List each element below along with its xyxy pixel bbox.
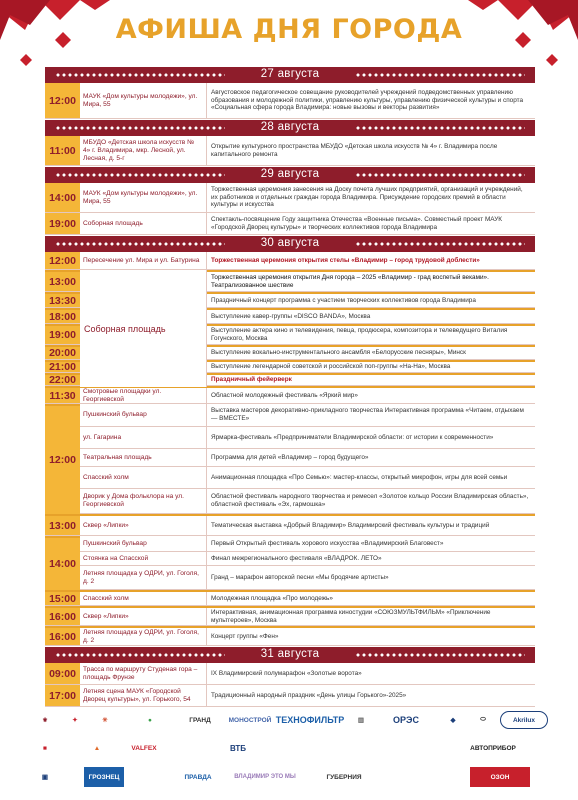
sponsor-pravda: ПРАВДА <box>184 773 212 781</box>
schedule-row: 11:30 Смотровые площадки ул. Георгиевской Областной молодежный фестиваль «Яркий мир» <box>45 386 535 404</box>
schedule-row: Летняя площадка у ОДРИ, ул. Гоголя, д. 2 Гранд – марафон авторской песни «Мы бродячие артисты» <box>80 566 535 590</box>
sponsor-akrilux: Akrilux <box>500 711 548 729</box>
red-logo: ■ <box>43 744 47 752</box>
schedule-row: 09:00 Трасса по маршруту Студеная гора – площадь Фрунзе IX Владимирский полумарафон «Золотые ворота» <box>45 663 535 685</box>
schedule-row: 14:00 МАУК «Дом культуры молодежи», ул. Мира, 55 Торжественная церемония занесения на Доску почета лучших предприятий, организаций и учреждений, их работников и отдельных граждан города Владимира. Присуждение городских премий в области культуры и искусства <box>45 183 535 213</box>
day-header: 31 августа <box>45 647 535 663</box>
green-logo: ● <box>148 716 152 724</box>
windmill-logo: ✳ <box>102 717 108 724</box>
schedule-row: Спасский холм Анимационная площадка «Про Семью»: мастер-классы, открытый микрофон, игры для всей семьи <box>80 467 535 489</box>
day-header: 28 августа <box>45 120 535 136</box>
sponsor-avtopribor: АВТОПРИБОР <box>470 744 516 752</box>
orange-logo: ▲ <box>93 744 101 752</box>
schedule-row: 13:30 Праздничный концерт программа с участием творческих коллективов города Владимира <box>45 292 535 308</box>
schedule-row: 13:00 Сквер «Липки» Тематическая выставка «Добрый Владимир» Владимирский фестиваль культуры и традиций <box>45 514 535 536</box>
schedule-row: 13:00 Торжественная церемония открытия Дня города – 2025 «Владимир - град воспетый веками». Театрализованное шествие <box>45 270 535 292</box>
schedule-row: Театральная площадь Программа для детей «Владимир – город будущего» <box>80 449 535 467</box>
building-logo: ▥ <box>357 717 365 724</box>
schedule-row: 19:00 Соборная площадь Спектакль-посвящение Году защитника Отечества «Военные письма». Совместный проект МАУК «Городской Дворец культуры» и творческих коллективов города Владимира <box>45 213 535 235</box>
schedule-row: 17:00 Летняя сцена МАУК «Городской Дворец культуры», ул. Горького, 54 Традиционный народный праздник «День улицы Горького»-2025» <box>45 685 535 707</box>
schedule-row: 11:00 МБУДО «Детская школа искусств № 4» г. Владимира, мкр. Лесной, ул. Лесная, д. 5-г Открытие культурного пространства МБУДО «Детская школа искусств № 4» г. Владимира после капитального ремонта <box>45 136 535 166</box>
schedule-row: Дворик у Дома фольклора на ул. Георгиевской Областной фестиваль народного творчества и ремесел «Золотое кольцо России Владимирская область», областной фестиваль «Эх, гармошка» <box>80 489 535 514</box>
badge-logo: ◆ <box>450 717 456 724</box>
sponsor-vladimir-eto-my: ВЛАДИМИР ЭТО МЫ <box>234 774 296 780</box>
schedule-row: Пушкинский бульвар Выставка мастеров декоративно-прикладного творчества Интерактивная программа «Читаем, отдыхаем — ВМЕСТЕ» <box>80 404 535 427</box>
schedule-row: 21:00 Выступление легендарной советской и российской поп-группы «На-На», Москва <box>45 360 535 373</box>
schedule-row: 16:00 Летняя площадка у ОДРИ, ул. Гоголя, д. 2 Концерт группы «Фен» <box>45 626 535 646</box>
day-header: 29 августа <box>45 167 535 183</box>
schedule-table <box>45 66 535 707</box>
sponsor-technofilter: ТЕХНОФИЛЬТР <box>275 715 345 725</box>
schedule-row: 12:00 Пересечение ул. Мира и ул. Батурина Торжественная церемония открытия стелы «Владимир – город трудовой доблести» <box>45 252 535 270</box>
noon-block: 12:00 Пушкинский бульвар Выставка мастеров декоративно-прикладного творчества Интерактивная программа «Читаем, отдыхаем — ВМЕСТЕ» ул. Гагарина Ярмарка-фестиваль «Предприниматели Владимирской области: от истории к современности» Театральная площадь Программа для детей «Владимир – город будущего» Спасский холм Анимационная площадка «Про Семью»: мастер-классы, открытый микрофон, игры для всей семьи Дворик у Дома фольклора на ул. Георгиевской Областной фестиваль народного творчества и ремесел «Золотое кольцо России Владимирская область», областной фестиваль «Эх, гармошка» <box>45 404 535 514</box>
sponsor-logos <box>30 705 550 795</box>
schedule-row: Стоянка на Спасской Финал межрегионального фестиваля «ВЛАДРОК. ЛЕТО» <box>80 552 535 566</box>
schedule-row: Пушкинский бульвар Первый Открытый фестиваль хорового искусства «Владимирский Благовест» <box>80 536 535 552</box>
oval-logo: ⬭ <box>480 716 486 723</box>
schedule-row: ул. Гагарина Ярмарка-фестиваль «Предприниматели Владимирской области: от истории к современности» <box>80 427 535 449</box>
day-header: 30 августа <box>45 236 535 252</box>
sponsor-groznets: ГРОЗНЕЦ <box>84 767 124 787</box>
sponsor-guberniya: ГУБЕРНИЯ <box>326 773 362 781</box>
schedule-row: 18:00 Выступление кавер-группы «DISCO BANDA», Москва <box>45 308 535 324</box>
sponsor-vtb: ВТБ <box>229 743 247 753</box>
coat-of-arms-logo: ⚜ <box>42 717 48 724</box>
emblem-logo: ✦ <box>72 717 78 724</box>
navy-logo: ▣ <box>41 774 49 781</box>
sponsor-valfex: VALFEX <box>131 744 157 752</box>
schedule-row: 12:00 МАУК «Дом культуры молодежи», ул. Мира, 55 Августовское педагогическое совещание руководителей учреждений подведомственных управлению образования и молодежной политики, управлению культуры, управлению физической культуры и спорта «Социальная сфера города Владимира: новые вызовы и векторы развития» <box>45 83 535 119</box>
schedule-row: 16:00 Сквер «Липки» Интерактивная, анимационная программа киностудии «СОЮЗМУЛЬТФИЛЬМ» «Приключение мультгероев», Москва <box>45 606 535 626</box>
square-place: Соборная площадь <box>80 270 207 387</box>
day-header: 27 августа <box>45 67 535 83</box>
sponsor-grand: ГРАНД <box>189 716 211 724</box>
two-pm-block: 14:00 Пушкинский бульвар Первый Открытый фестиваль хорового искусства «Владимирский Благовест» Стоянка на Спасской Финал межрегионального фестиваля «ВЛАДРОК. ЛЕТО» Летняя площадка у ОДРИ, ул. Гоголя, д. 2 Гранд – марафон авторской песни «Мы бродячие артисты» <box>45 536 535 590</box>
page-title: АФИША ДНЯ ГОРОДА <box>115 14 463 45</box>
square-block <box>45 270 535 386</box>
sponsor-ores: ОРЭС <box>393 715 419 725</box>
schedule-row: 20:00 Выступление вокально-инструментального ансамбля «Белорусские песняры», Минск <box>45 345 535 360</box>
schedule-row: 19:00 Выступление актера кино и телевидения, певца, продюсера, композитора и телеведущего Виталия Гогунского, Москва <box>45 324 535 345</box>
sponsor-monostroy: МОНОСТРОЙ <box>228 716 272 724</box>
schedule-row: 15:00 Спасский холм Молодежная площадка «Про молодежь» <box>45 590 535 606</box>
schedule-row: 22:00 Праздничный фейерверк <box>45 373 535 386</box>
sponsor-ozon: ОЗОН <box>470 767 530 787</box>
